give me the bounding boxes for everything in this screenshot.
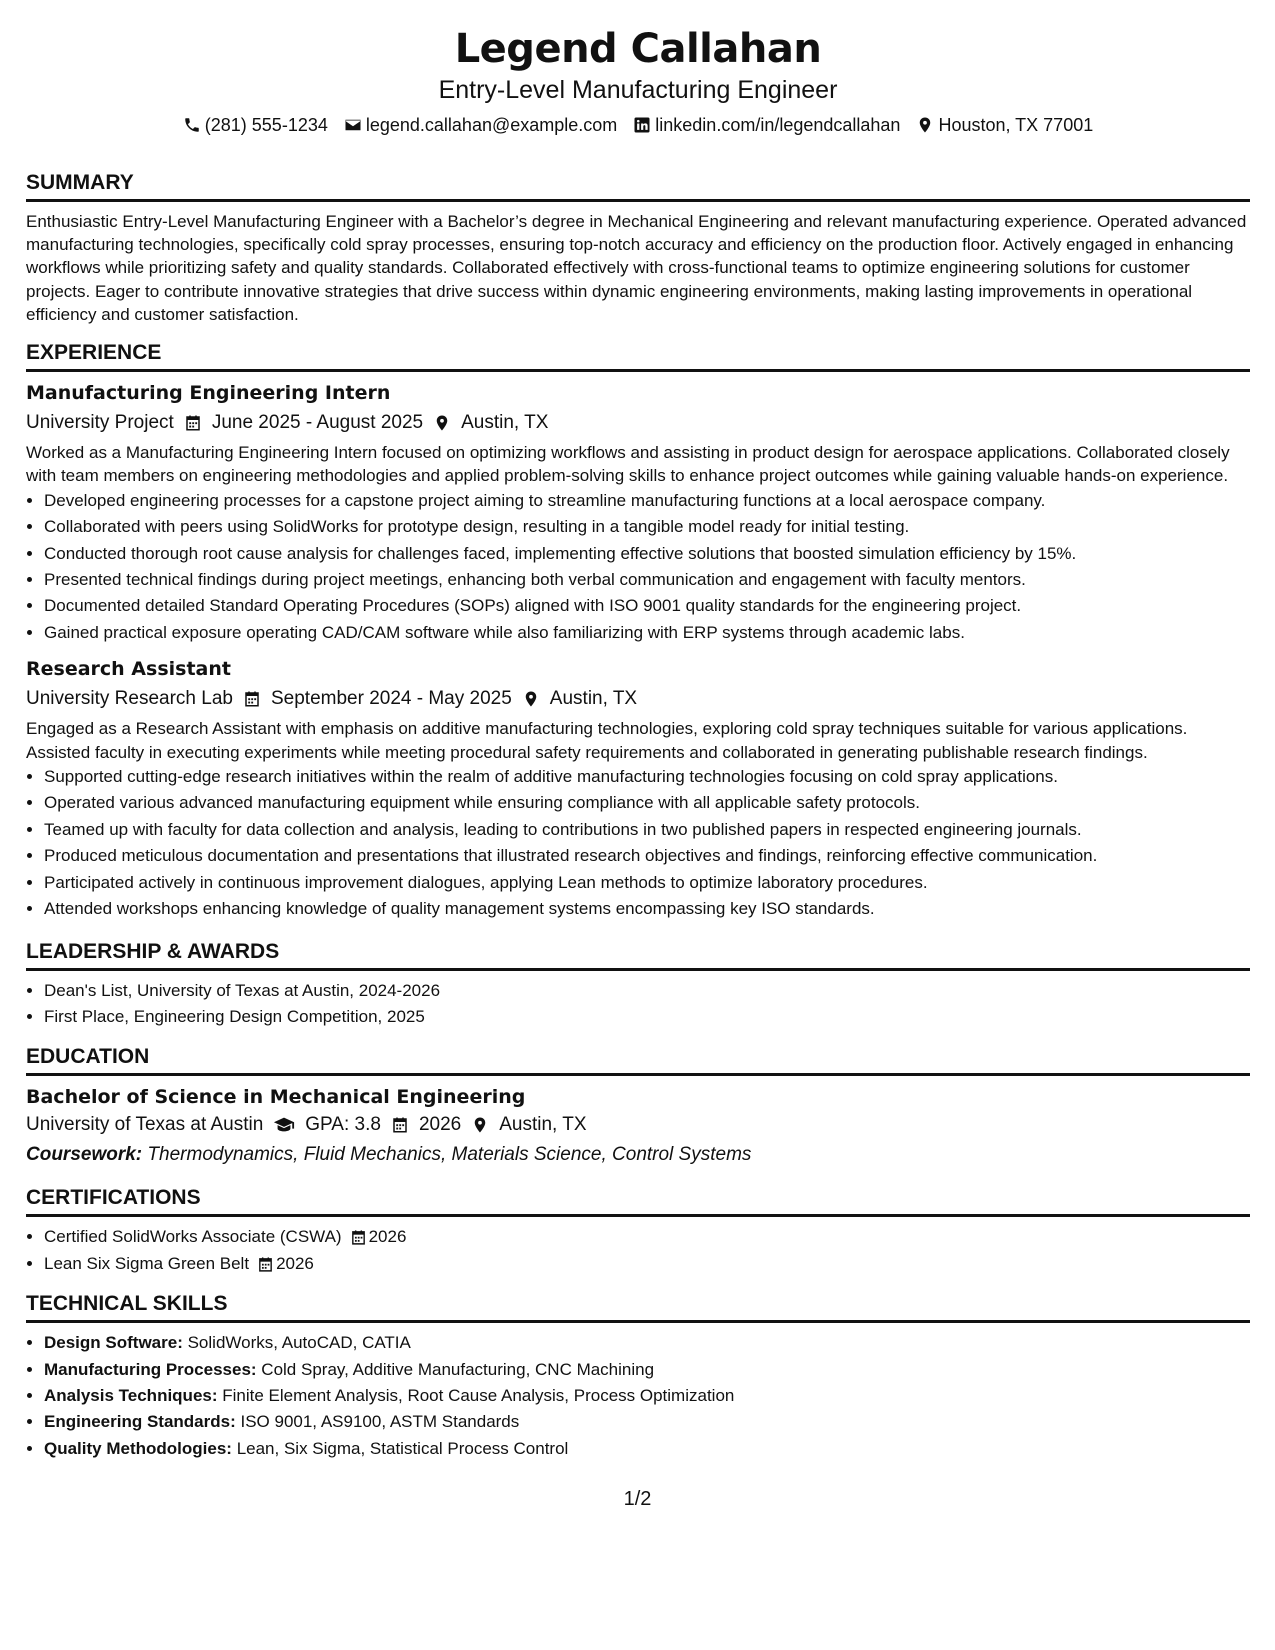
skills-list <box>26 1330 1250 1462</box>
section-heading: TECHNICAL SKILLS <box>26 1291 1250 1323</box>
job-title: Manufacturing Engineering Intern <box>26 382 391 405</box>
certifications-list <box>26 1224 1250 1277</box>
job-bullets <box>26 488 1250 646</box>
summary-section <box>26 170 1250 326</box>
section-heading: SUMMARY <box>26 170 1250 202</box>
section-heading: EDUCATION <box>26 1044 1250 1076</box>
resume-page <box>26 0 1250 1462</box>
resume-header <box>26 24 1250 137</box>
job-description: Engaged as a Research Assistant with emphasis on additive manufacturing technologies, exploring cold spray techniques suitable for various applications. Assisted faculty in executing experiments while meeting procedural safety requirements and collaborated in generating publishable research findings. <box>26 719 1188 762</box>
section-heading: EXPERIENCE <box>26 340 1250 372</box>
email-text: legend.callahan@example.com <box>365 115 618 135</box>
list-item: • Gained practical exposure operating CAD/CAM software while also familiarizing with ERP systems through academic labs. <box>44 620 1250 646</box>
calendar-icon <box>184 414 202 432</box>
experience-section <box>26 340 1250 923</box>
job-dates: June 2025 - August 2025 <box>211 412 424 434</box>
education-section <box>26 1044 1250 1168</box>
list-item: • Developed engineering processes for a capstone project aiming to streamline manufacturing functions at a local aerospace company. <box>44 488 1250 514</box>
map-pin-icon <box>916 116 934 134</box>
coursework-label: Coursework: <box>26 1144 143 1166</box>
coursework-text: Thermodynamics, Fluid Mechanics, Materials Science, Control Systems <box>147 1144 752 1166</box>
job-location: Austin, TX <box>549 688 638 710</box>
list-item <box>44 1383 1250 1409</box>
job-location: Austin, TX <box>461 412 549 434</box>
phone-text: (281) 555-1234 <box>204 115 328 135</box>
location-text: Houston, TX 77001 <box>938 115 1094 135</box>
education-meta <box>26 1112 1250 1138</box>
skill-value: Lean, Six Sigma, Statistical Process Control <box>236 1438 569 1458</box>
list-item: • Presented technical findings during project meetings, enhancing both verbal communication and engagement with faculty mentors. <box>44 567 1250 593</box>
list-item <box>44 1357 1250 1383</box>
list-item <box>44 1330 1250 1356</box>
job-meta <box>26 686 1250 712</box>
list-item: • Operated various advanced manufacturing equipment while ensuring compliance with all applicable safety protocols. <box>44 790 1250 816</box>
calendar-icon <box>243 690 261 708</box>
skill-label: Engineering Standards: <box>44 1412 236 1432</box>
skill-value: Cold Spray, Additive Manufacturing, CNC Machining <box>261 1359 655 1379</box>
list-item: • Participated actively in continuous improvement dialogues, applying Lean methods to optimize laboratory procedures. <box>44 870 1250 896</box>
map-pin-icon <box>433 414 451 432</box>
candidate-name: Legend Callahan <box>454 26 822 72</box>
skill-label: Analysis Techniques: <box>44 1385 218 1405</box>
gpa: GPA: 3.8 <box>305 1114 381 1136</box>
summary-text: Enthusiastic Entry-Level Manufacturing Engineer with a Bachelor’s degree in Mechanical Engineering and relevant manufacturing experience. Operated advanced manufacturing technologies, specifically cold spray processes, ensuring top-notch accuracy and efficiency on the production floor. Actively engaged in enhancing workflows while prioritizing safety and quality standards. Collaborated effectively with cross-functional teams to optimize engineering solutions for customer projects. Eager to contribute innovative strategies that drive success within dynamic engineering environments, making lasting improvements in operational efficiency and customer satisfaction. <box>26 212 1247 324</box>
school-name: University of Texas at Austin <box>26 1114 264 1136</box>
list-item: • Dean's List, University of Texas at Austin, 2024-2026 <box>44 978 1250 1004</box>
contact-location <box>916 113 1093 137</box>
skills-section <box>26 1291 1250 1462</box>
envelope-icon <box>344 116 362 134</box>
contact-linkedin[interactable] <box>633 113 900 137</box>
list-item: • Supported cutting-edge research initiatives within the realm of additive manufacturing technologies focusing on cold spray applications. <box>44 764 1250 790</box>
calendar-icon <box>350 1229 367 1246</box>
job-org: University Project <box>26 412 174 434</box>
cert-year: 2026 <box>368 1227 407 1247</box>
school-location: Austin, TX <box>499 1114 587 1136</box>
contact-row <box>26 113 1250 137</box>
map-pin-icon <box>522 690 540 708</box>
skill-label: Manufacturing Processes: <box>44 1359 257 1379</box>
list-item: • Attended workshops enhancing knowledge of quality management systems encompassing key ISO standards. <box>44 896 1250 922</box>
job-title: Research Assistant <box>26 658 231 681</box>
skill-label: Quality Methodologies: <box>44 1438 232 1458</box>
certifications-section <box>26 1185 1250 1277</box>
list-item: • Conducted thorough root cause analysis for challenges faced, implementing effective solutions that boosted simulation efficiency by 15%. <box>44 541 1250 567</box>
job-bullets <box>26 764 1250 922</box>
section-heading: CERTIFICATIONS <box>26 1185 1250 1217</box>
skill-label: Design Software: <box>44 1333 183 1353</box>
page-number: 1/2 <box>623 1488 652 1510</box>
job-dates: September 2024 - May 2025 <box>270 688 512 710</box>
contact-email[interactable] <box>344 113 617 137</box>
job-org: University Research Lab <box>26 688 233 710</box>
list-item: • Produced meticulous documentation and presentations that illustrated research objectives and findings, reinforcing effective communication. <box>44 843 1250 869</box>
list-item <box>44 1436 1250 1462</box>
skill-value: ISO 9001, AS9100, ASTM Standards <box>240 1412 520 1432</box>
list-item <box>44 1224 1250 1250</box>
awards-list <box>26 978 1250 1031</box>
job-description: Worked as a Manufacturing Engineering Intern focused on optimizing workflows and assisting in product design for aerospace applications. Collaborated closely with team members on engineering methodologies and applied problem-solving skills to enhance project outcomes while gaining valuable hands-on experience. <box>26 443 1230 486</box>
list-item: • Collaborated with peers using SolidWorks for prototype design, resulting in a tangible model ready for initial testing. <box>44 514 1250 540</box>
leadership-section <box>26 939 1250 1031</box>
linkedin-icon <box>633 116 651 134</box>
calendar-icon <box>257 1256 274 1273</box>
job-entry <box>26 380 1250 646</box>
section-heading: LEADERSHIP & AWARDS <box>26 939 1250 971</box>
contact-phone[interactable] <box>183 113 328 137</box>
list-item: • Documented detailed Standard Operating Procedures (SOPs) aligned with ISO 9001 quality standards for the engineering project. <box>44 593 1250 619</box>
candidate-title: Entry-Level Manufacturing Engineer <box>438 76 838 104</box>
list-item <box>44 1409 1250 1435</box>
calendar-icon <box>391 1116 409 1134</box>
cert-year: 2026 <box>276 1253 314 1273</box>
list-item <box>44 1251 1250 1277</box>
graduation-year: 2026 <box>418 1114 462 1136</box>
job-meta <box>26 410 1250 436</box>
job-entry <box>26 656 1250 922</box>
skill-value: SolidWorks, AutoCAD, CATIA <box>187 1333 411 1353</box>
map-pin-icon <box>471 1116 489 1134</box>
graduation-cap-icon <box>273 1114 295 1136</box>
list-item: • First Place, Engineering Design Competition, 2025 <box>44 1004 1250 1030</box>
cert-name: Certified SolidWorks Associate (CSWA) <box>44 1227 342 1247</box>
phone-icon <box>183 116 201 134</box>
degree-title: Bachelor of Science in Mechanical Engineering <box>26 1086 526 1109</box>
list-item: • Teamed up with faculty for data collection and analysis, leading to contributions in two published papers in respected engineering journals. <box>44 817 1250 843</box>
linkedin-text: linkedin.com/in/legendcallahan <box>655 115 901 135</box>
cert-name: Lean Six Sigma Green Belt <box>44 1253 250 1273</box>
coursework <box>26 1142 1250 1168</box>
skill-value: Finite Element Analysis, Root Cause Analysis, Process Optimization <box>222 1385 735 1405</box>
